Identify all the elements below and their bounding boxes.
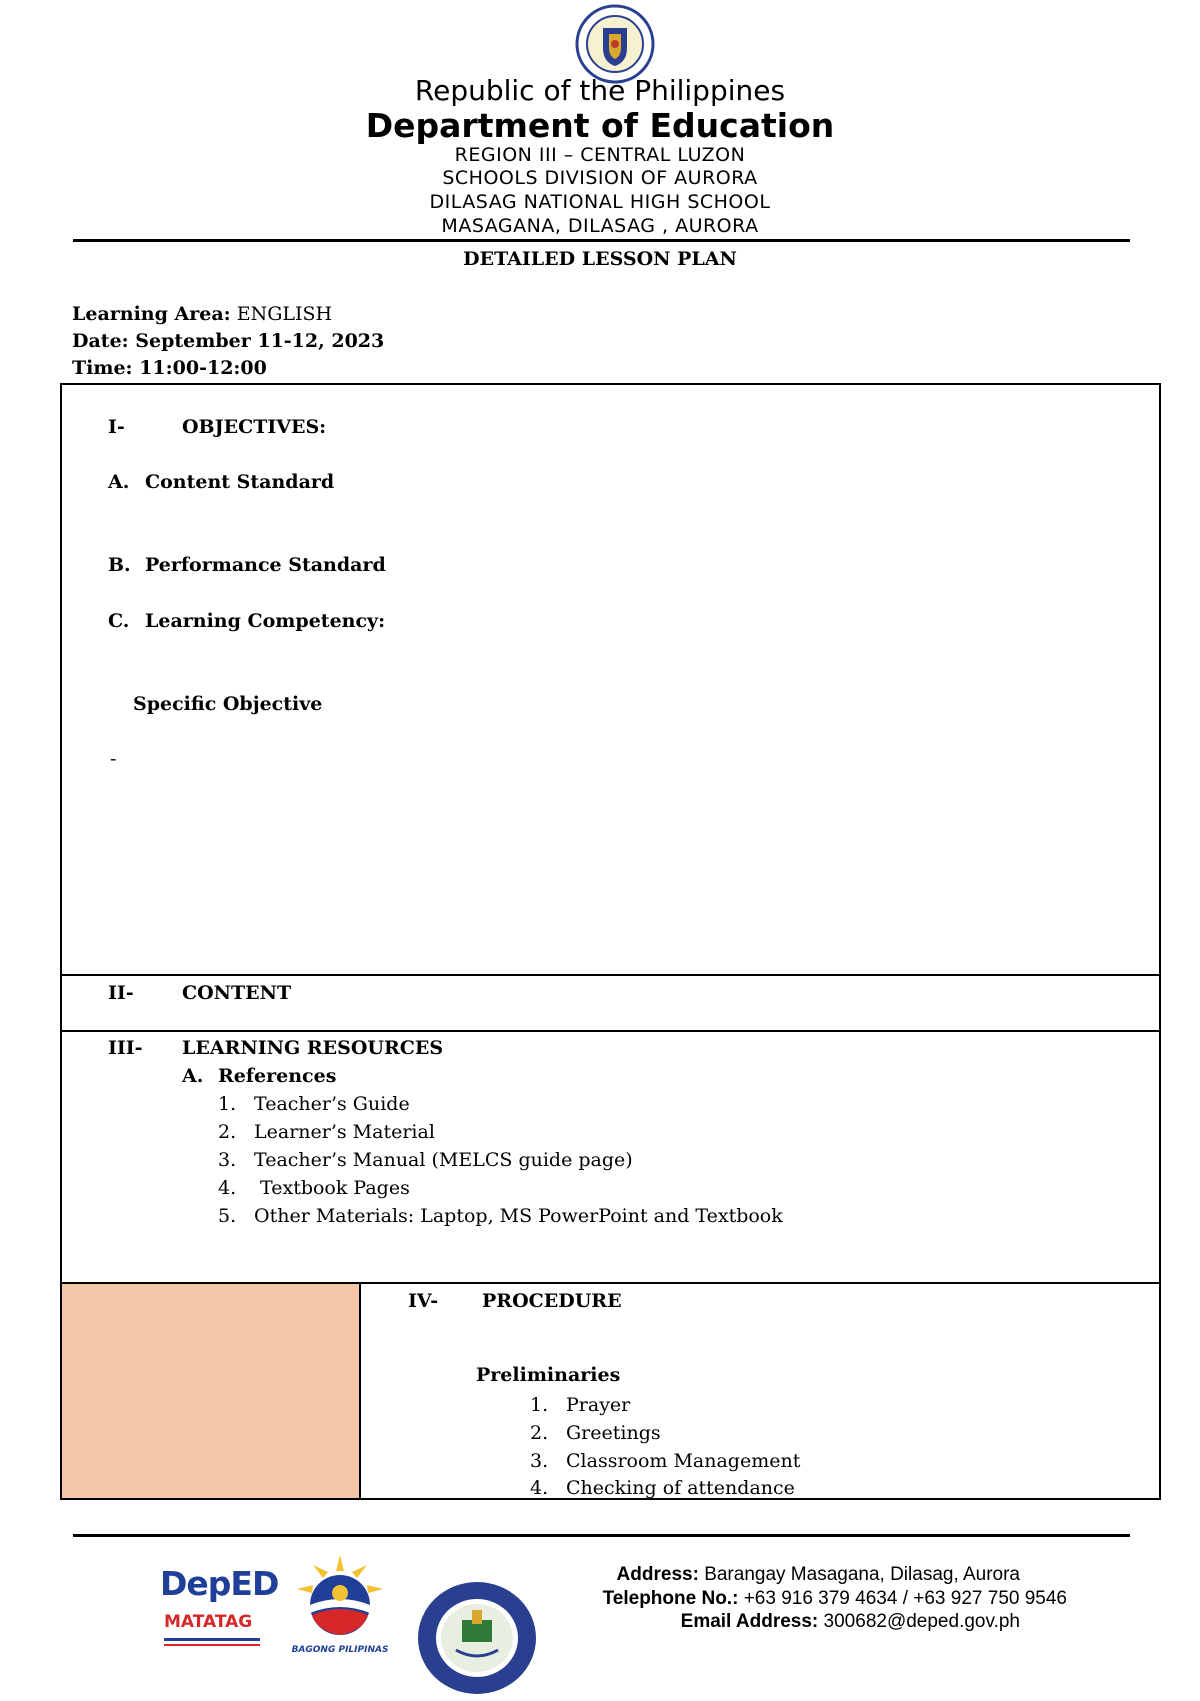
school-seal bbox=[416, 1580, 538, 1696]
list-item: 5. Other Materials: Laptop, MS PowerPoint and Textbook bbox=[218, 1205, 783, 1227]
date-label: Date: bbox=[72, 330, 129, 352]
address-value: Barangay Masagana, Dilasag, Aurora bbox=[704, 1564, 1020, 1585]
list-item: 4. Checking of attendance bbox=[530, 1477, 795, 1499]
region-line: REGION III – CENTRAL LUZON bbox=[454, 144, 746, 166]
learning-area-label: Learning Area: bbox=[72, 303, 231, 325]
deped-seal bbox=[575, 4, 655, 84]
document-title: DETAILED LESSON PLAN bbox=[463, 248, 737, 270]
objectives-numeral: I- bbox=[108, 416, 125, 438]
content-heading: II- CONTENT bbox=[108, 982, 292, 1004]
telephone-value: +63 916 379 4634 / +63 927 750 9546 bbox=[743, 1588, 1067, 1609]
school-seal-icon bbox=[416, 1580, 538, 1696]
telephone-line bbox=[603, 1588, 1067, 1610]
department-title: Department of Education bbox=[365, 106, 835, 145]
matatag-wordmark: MATATAG bbox=[164, 1612, 253, 1632]
objective-bullet: - bbox=[110, 748, 117, 770]
republic-line: Republic of the Philippines bbox=[414, 74, 786, 107]
performance-standard: B. Performance Standard bbox=[108, 554, 386, 576]
address-line bbox=[617, 1564, 1020, 1586]
list-item: 2. Learner’s Material bbox=[218, 1121, 435, 1143]
school-address-line: MASAGANA, DILASAG , AURORA bbox=[441, 215, 759, 237]
list-item: 1. Prayer bbox=[530, 1394, 631, 1416]
references-heading: A. References bbox=[182, 1065, 337, 1087]
email-label: Email Address: bbox=[680, 1611, 819, 1632]
time-row bbox=[72, 357, 267, 379]
email-line bbox=[681, 1611, 1020, 1633]
list-item: 4. Textbook Pages bbox=[218, 1177, 410, 1199]
deped-wordmark: DepED bbox=[160, 1564, 279, 1603]
deped-matatag-logo bbox=[160, 1560, 279, 1660]
seal-icon bbox=[575, 4, 655, 84]
division-line: SCHOOLS DIVISION OF AURORA bbox=[442, 167, 758, 189]
content-standard: A. Content Standard bbox=[108, 471, 335, 493]
header-divider bbox=[73, 239, 1130, 242]
email-value[interactable]: 300682@deped.gov.ph bbox=[823, 1611, 1020, 1632]
learning-competency: C. Learning Competency: bbox=[108, 610, 386, 632]
footer-divider bbox=[73, 1534, 1130, 1537]
bagong-pilipinas-text: BAGONG PILIPINAS bbox=[291, 1645, 389, 1655]
date-row bbox=[72, 330, 384, 352]
resources-heading: III- LEARNING RESOURCES bbox=[108, 1037, 444, 1059]
list-item: 3. Teacher’s Manual (MELCS guide page) bbox=[218, 1149, 633, 1171]
telephone-label: Telephone No.: bbox=[602, 1588, 739, 1609]
bagong-pilipinas-logo bbox=[285, 1553, 395, 1663]
address-label: Address: bbox=[616, 1564, 699, 1585]
school-line: DILASAG NATIONAL HIGH SCHOOL bbox=[429, 191, 771, 213]
objectives-title: OBJECTIVES: bbox=[182, 416, 327, 438]
time-label: Time: bbox=[72, 357, 133, 379]
procedure-heading: IV- PROCEDURE bbox=[408, 1290, 622, 1312]
list-item: 1. Teacher’s Guide bbox=[218, 1093, 410, 1115]
time-value: 11:00-12:00 bbox=[139, 357, 267, 379]
list-item: 3. Classroom Management bbox=[530, 1450, 801, 1472]
specific-objective: Specific Objective bbox=[133, 693, 323, 715]
procedure-shaded-cell bbox=[60, 1282, 361, 1500]
preliminaries-heading: Preliminaries bbox=[476, 1364, 621, 1386]
date-value: September 11-12, 2023 bbox=[135, 330, 385, 352]
objectives-heading bbox=[108, 416, 326, 438]
learning-area-value: ENGLISH bbox=[236, 303, 333, 325]
list-item: 2. Greetings bbox=[530, 1422, 661, 1444]
sun-icon bbox=[285, 1553, 395, 1643]
learning-area-row bbox=[72, 303, 332, 325]
